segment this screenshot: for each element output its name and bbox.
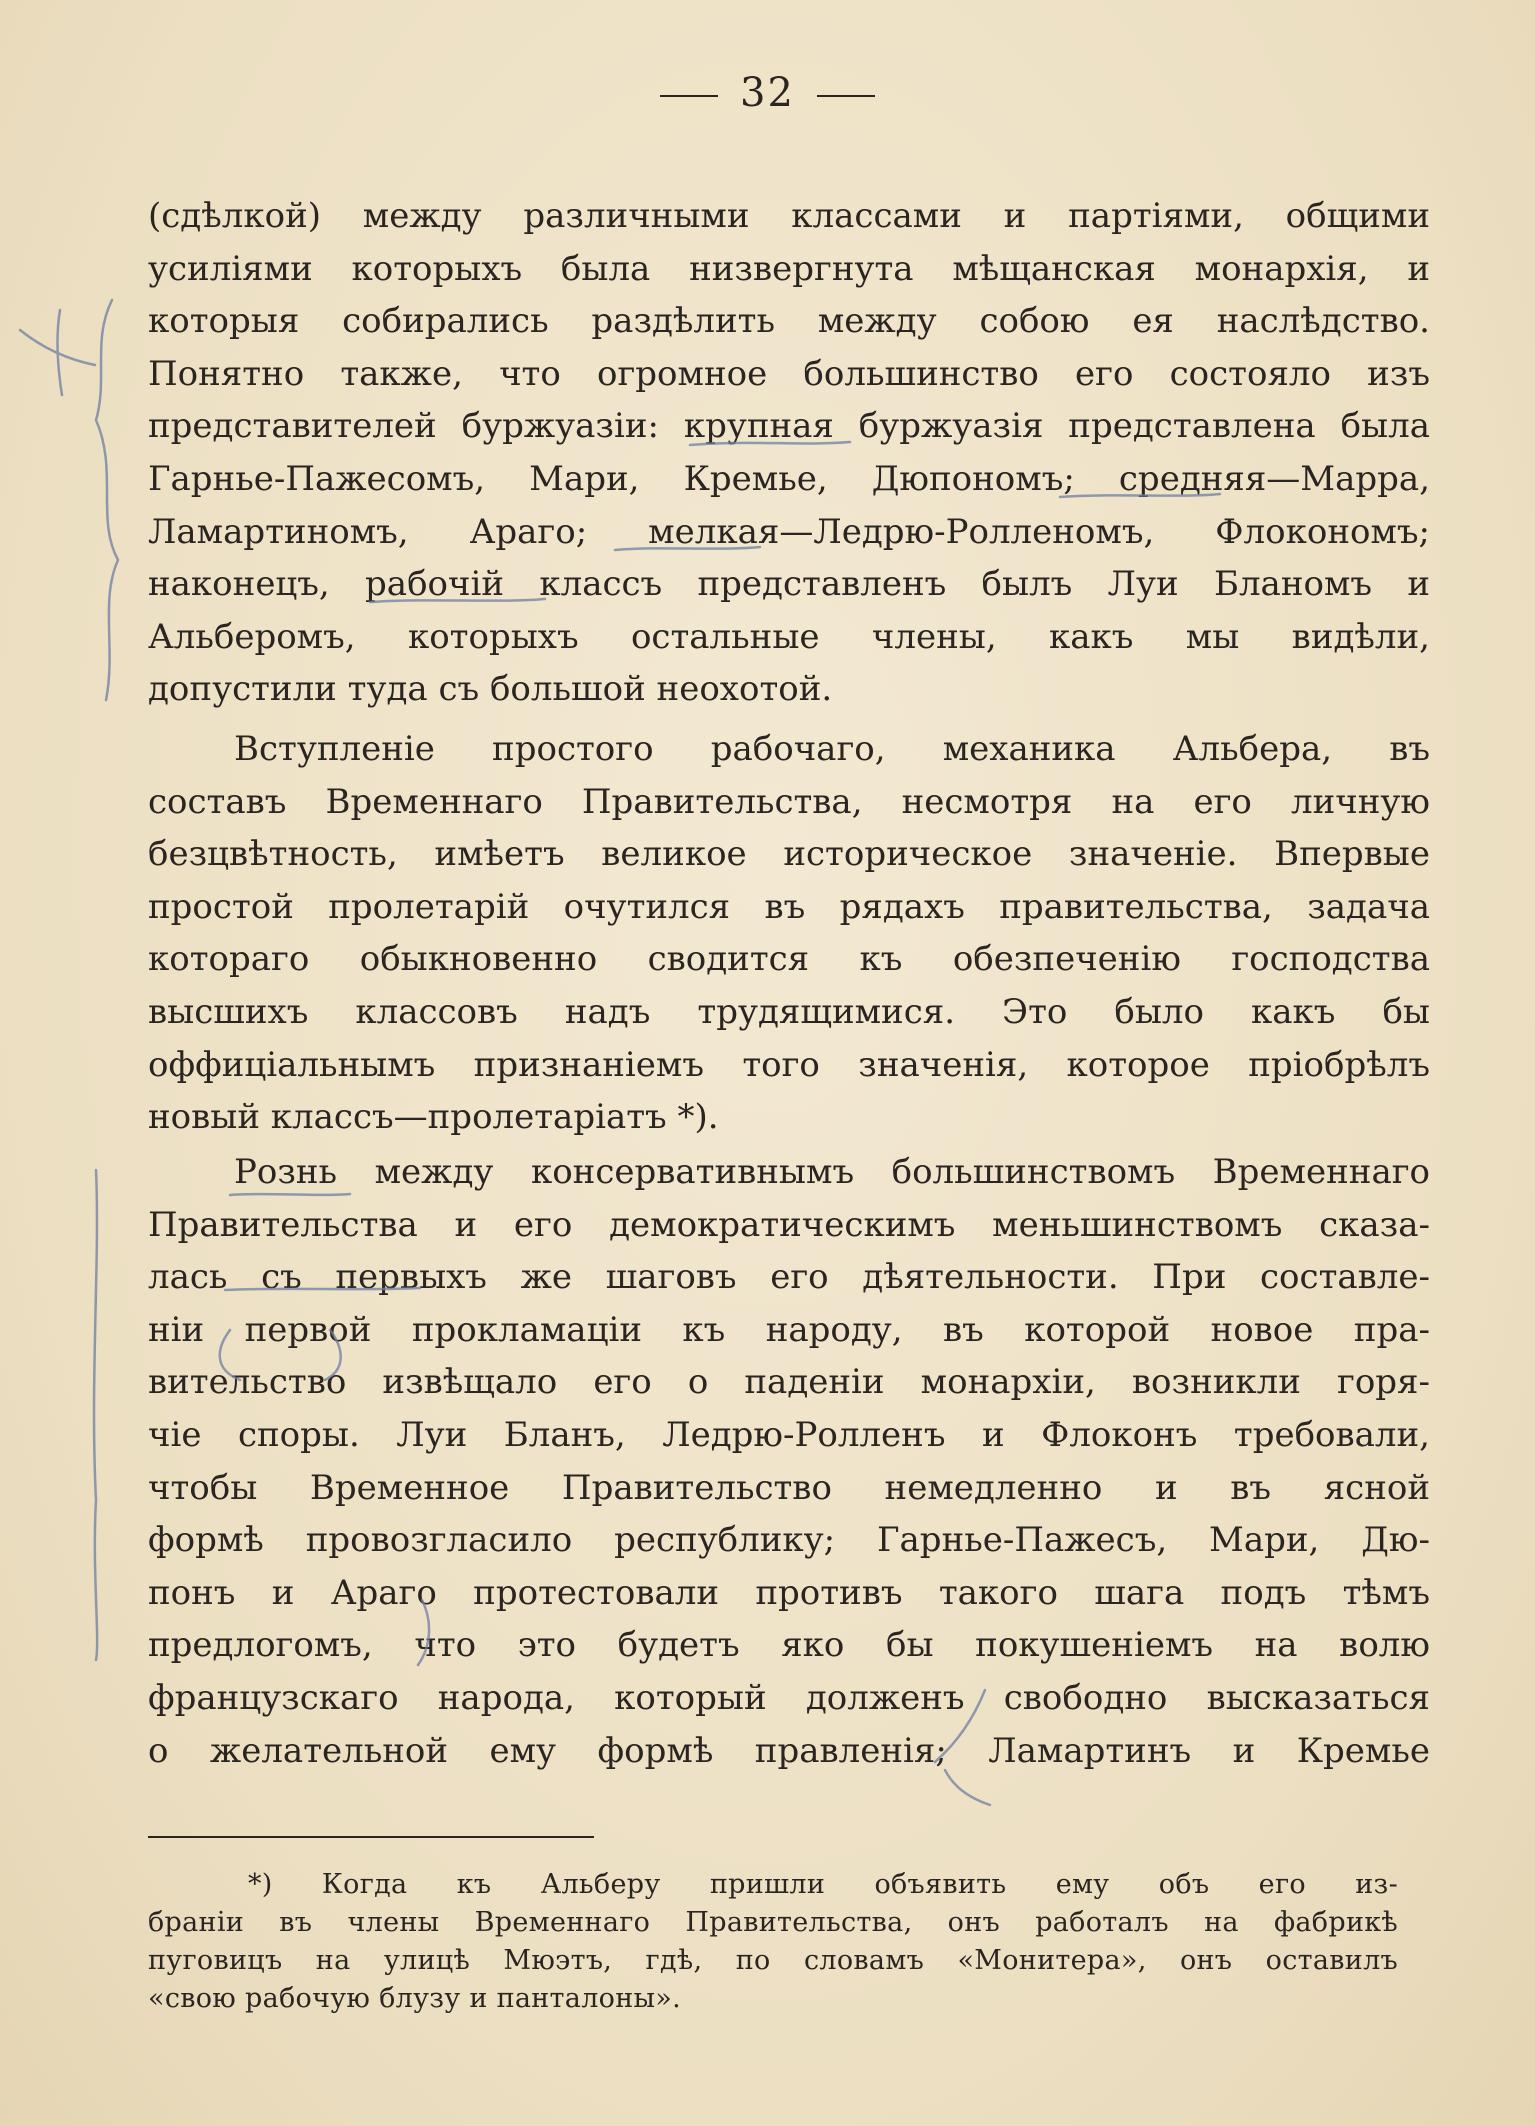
text-line: Альберомъ, которыхъ остальные члены, какъ мы видѣли, <box>148 616 1430 657</box>
text-line: Правительства и его демократическимъ меньшинствомъ сказа- <box>148 1204 1430 1245</box>
footnote-divider <box>148 1836 594 1838</box>
text-line: новый классъ—пролетаріатъ *). <box>148 1097 719 1138</box>
text-line: которыя собирались раздѣлить между собою ея наслѣдство. <box>148 301 1430 342</box>
footnote-line: *) Когда къ Альберу пришли объявить ему объ его из- <box>248 1869 1398 1900</box>
text-line: Вступленіе простого рабочаго, механика Альбера, въ <box>234 729 1430 769</box>
paragraph-2 <box>148 723 1430 1144</box>
text-line: высшихъ классовъ надъ трудящимися. Это было какъ бы <box>148 991 1430 1032</box>
text-line: оффиціальнымъ признаніемъ того значенія, которое пріобрѣлъ <box>148 1044 1430 1085</box>
text-line: представителей буржуазіи: крупная буржуазія представлена была <box>148 406 1430 447</box>
page-number-dash-right <box>817 95 875 97</box>
paragraph-3 <box>148 1146 1430 1777</box>
text-line: предлогомъ, что это будетъ яко бы покушеніемъ на волю <box>148 1625 1430 1666</box>
text-line: простой пролетарій очутился въ рядахъ правительства, задача <box>148 886 1430 927</box>
text-line: чіе споры. Луи Бланъ, Ледрю-Ролленъ и Флоконъ требовали, <box>148 1414 1430 1455</box>
text-line: формѣ провозгласило республику; Гарнье-Пажесъ, Мари, Дю- <box>148 1520 1430 1561</box>
text-line: лась съ первыхъ же шаговъ его дѣятельности. При составле- <box>148 1257 1430 1298</box>
text-line: о желательной ему формѣ правленія; Ламартинъ и Кремье <box>148 1730 1430 1771</box>
text-line: усиліями которыхъ была низвергнута мѣщанская монархія, и <box>148 248 1430 289</box>
text-line: (сдѣлкой) между различными классами и партіями, общими <box>148 196 1430 236</box>
page-number-dash-left <box>660 95 718 97</box>
text-line: понъ и Араго протестовали противъ такого шага подъ тѣмъ <box>148 1572 1430 1613</box>
text-line: Понятно также, что огромное большинство его состояло изъ <box>148 353 1430 394</box>
text-line: Рознь между консервативнымъ большинствомъ Временнаго <box>234 1152 1430 1192</box>
text-line: Гарнье-Пажесомъ, Мари, Кремье, Дюпономъ; средняя—Марра, <box>148 458 1430 499</box>
text-line: ніи первой прокламаціи къ народу, въ которой новое пра- <box>148 1309 1430 1350</box>
text-line: котораго обыкновенно сводится къ обезпеченію господства <box>148 939 1430 980</box>
margin-cross-mark <box>20 310 95 395</box>
margin-bracket-top <box>96 300 118 700</box>
text-line: французскаго народа, который долженъ свободно высказаться <box>148 1677 1430 1718</box>
footnote-line: «свою рабочую блузу и панталоны». <box>148 1983 681 2014</box>
page-number-value: 32 <box>740 70 795 116</box>
text-line: составъ Временнаго Правительства, несмотря на его личную <box>148 781 1430 822</box>
text-line: допустили туда съ большой неохотой. <box>148 669 833 710</box>
paragraph-1 <box>148 190 1430 716</box>
text-line: вительство извѣщало его о паденіи монархіи, возникли горя- <box>148 1362 1430 1403</box>
footnote-line: пуговицъ на улицѣ Мюэтъ, гдѣ, по словамъ «Монитера», онъ оставилъ <box>148 1945 1398 1976</box>
footnote <box>148 1866 1398 2018</box>
margin-bracket-bottom <box>94 1170 97 1660</box>
text-line: Ламартиномъ, Араго; мелкая—Ледрю-Ролленомъ, Флокономъ; <box>148 511 1430 552</box>
text-line: чтобы Временное Правительство немедленно и въ ясной <box>148 1467 1430 1508</box>
footnote-line: браніи въ члены Временнаго Правительства, онъ работалъ на фабрикѣ <box>148 1907 1398 1938</box>
text-line: наконецъ, рабочій классъ представленъ былъ Луи Бланомъ и <box>148 564 1430 605</box>
text-line: безцвѣтность, имѣетъ великое историческое значеніе. Впервые <box>148 834 1430 875</box>
page-number <box>0 70 1535 116</box>
